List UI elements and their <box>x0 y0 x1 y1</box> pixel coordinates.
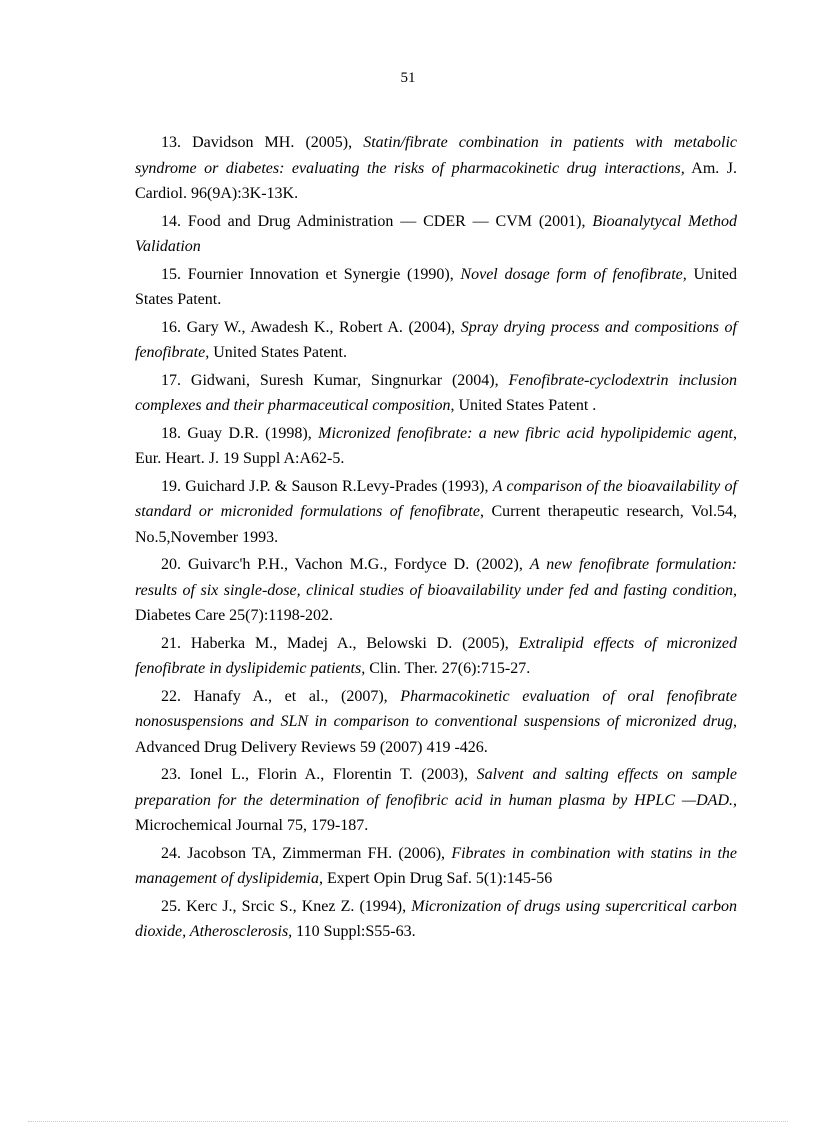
reference-authors: 25. Kerc J., Srcic S., Knez Z. (1994), <box>161 897 412 915</box>
reference-title: Salvent and salting effects on sample preparation for the determination of fenofibric acid in human plasma by HPLC —DAD. <box>135 766 737 809</box>
reference-authors: 23. Ionel L., Florin A., Florentin T. (2003), <box>161 766 477 783</box>
reference-item <box>135 315 737 366</box>
reference-title: Pharmacokinetic evaluation of oral fenofibrate nonosuspensions and SLN in comparison to conventional suspensions of micronized drug <box>135 687 737 730</box>
reference-source: , Eur. Heart. J. 19 Suppl A:A62-5. <box>135 424 737 467</box>
reference-source: 110 Suppl:S55-63. <box>292 923 416 940</box>
reference-item <box>135 894 737 945</box>
reference-authors: 16. Gary W., Awadesh K., Robert A. (2004), <box>161 318 461 336</box>
reference-authors: 24. Jacobson TA, Zimmerman FH. (2006), <box>161 844 452 862</box>
reference-item <box>135 421 737 472</box>
reference-item <box>135 130 737 207</box>
reference-title: Statin/fibrate combination in patients with metabolic syndrome or diabetes: evaluating the risks of pharmacokinetic drug interactions, <box>135 134 738 177</box>
reference-item <box>135 841 737 892</box>
reference-list <box>135 130 737 947</box>
reference-authors: 20. Guivarc'h P.H., Vachon M.G., Fordyce D. (2002), <box>161 556 530 573</box>
reference-authors: 15. Fournier Innovation et Synergie (1990), <box>161 265 461 283</box>
reference-title: Micronized fenofibrate: a new fibric acid hypolipidemic agent <box>318 424 733 442</box>
reference-item <box>135 474 737 551</box>
reference-source: , Current therapeutic research, Vol.54, No.5,November 1993. <box>135 503 737 546</box>
reference-item <box>135 552 737 629</box>
reference-item <box>135 631 737 682</box>
reference-item <box>135 762 737 839</box>
reference-source: Clin. Ther. 27(6):715-27. <box>365 660 531 677</box>
reference-authors: 22. Hanafy A., et al., (2007), <box>161 687 401 705</box>
reference-title: A new fenofibrate formulation: results of six single-dose, clinical studies of bioavailability under fed and fasting condition, <box>135 556 737 599</box>
reference-authors: 19. Guichard J.P. & Sauson R.Levy-Prades (1993), <box>161 477 493 495</box>
reference-title: Fenofibrate-cyclodextrin inclusion complexes and their pharmaceutical composition <box>135 371 738 414</box>
page-bottom-rule <box>28 1121 788 1122</box>
reference-source: , Advanced Drug Delivery Reviews 59 (2007) 419 -426. <box>135 713 737 756</box>
page-number: 51 <box>400 70 416 86</box>
reference-title: A comparison of the bioavailability of standard or micronided formulations of fenofibrate <box>135 477 738 520</box>
reference-source: , Expert Opin Drug Saf. 5(1):145-56 <box>318 870 553 887</box>
reference-source: United States Patent. <box>135 265 738 308</box>
reference-title: Novel dosage form of fenofibrate, <box>460 265 687 283</box>
reference-source: , Microchemical Journal 75, 179-187. <box>135 791 737 834</box>
reference-authors: 21. Haberka M., Madej A., Belowski D. (2005), <box>161 634 519 652</box>
reference-item <box>135 368 737 419</box>
reference-authors: 17. Gidwani, Suresh Kumar, Singnurkar (2004), <box>161 371 509 389</box>
reference-source: Am. J. Cardiol. 96(9A):3K-13K. <box>135 159 738 202</box>
reference-title: Bioanalytycal Method Validation <box>135 212 737 255</box>
reference-authors: 18. Guay D.R. (1998), <box>161 424 319 442</box>
reference-authors: 13. Davidson MH. (2005), <box>161 134 364 151</box>
reference-item <box>135 684 737 761</box>
reference-source: United States Patent. <box>209 344 347 361</box>
reference-item <box>135 209 737 260</box>
reference-title: Extralipid effects of micronized fenofibrate in dyslipidemic patients, <box>135 634 737 677</box>
reference-item <box>135 262 737 313</box>
reference-title: Fibrates in combination with statins in the management of dyslipidemia <box>135 844 738 887</box>
reference-title: Micronization of drugs using supercritical carbon dioxide, Atherosclerosis, <box>135 897 737 940</box>
reference-authors: 14. Food and Drug Administration — CDER — CVM (2001), <box>161 212 593 230</box>
reference-source: , United States Patent . <box>450 397 597 414</box>
reference-title: Spray drying process and compositions of fenofibrate, <box>135 318 738 361</box>
reference-source: Diabetes Care 25(7):1198-202. <box>135 607 334 624</box>
